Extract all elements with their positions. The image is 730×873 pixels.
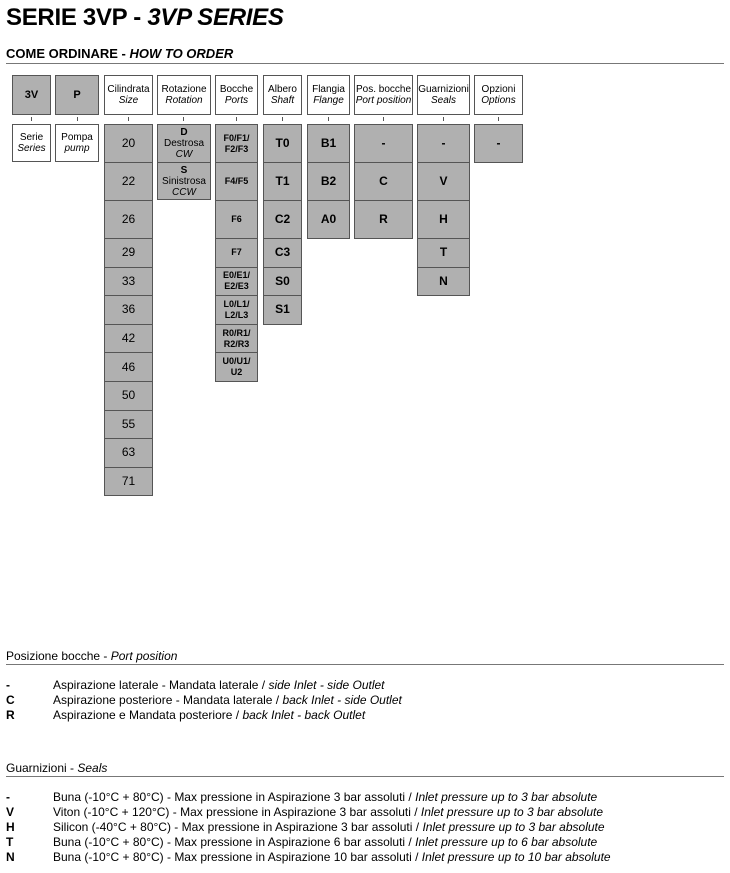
size-option <box>104 410 153 440</box>
size-option <box>104 200 153 239</box>
size-option <box>104 295 153 325</box>
ports-option-line2: L2/L3 <box>224 309 249 320</box>
header-size <box>104 75 153 115</box>
subtitle-italic: HOW TO ORDER <box>129 46 234 61</box>
seal-option <box>417 238 470 268</box>
seals-section-title <box>6 761 107 775</box>
pump-label-box <box>55 124 99 162</box>
ports-option-line1: F6 <box>231 214 242 224</box>
subtitle-main: COME ORDINARE - <box>6 46 130 61</box>
legend-description-en: Inlet pressure up to 3 bar absolute <box>415 790 598 804</box>
page-title <box>6 4 284 32</box>
legend-description-it: Aspirazione e Mandata posteriore / <box>53 708 243 722</box>
size-option <box>104 467 153 497</box>
ports-option <box>215 124 258 163</box>
ports-option-line2: U2 <box>230 367 243 378</box>
legend-description-it: Aspirazione posteriore - Mandata laterale / <box>53 693 283 707</box>
size-option-text: 22 <box>121 174 136 188</box>
legend-code: N <box>6 850 15 864</box>
legend-code: C <box>6 693 15 707</box>
legend-code: R <box>6 708 15 722</box>
series-label-box <box>12 124 51 162</box>
header-options <box>474 75 523 115</box>
shaft-option <box>263 267 302 297</box>
connector <box>236 117 237 121</box>
header-size-en: Size <box>118 95 139 106</box>
shaft-option <box>263 200 302 239</box>
ports-option <box>215 238 258 268</box>
legend-description-it: Buna (-10°C + 80°C) - Max pressione in Aspirazione 10 bar assoluti / <box>53 850 422 864</box>
connector <box>183 117 184 121</box>
legend-description-it: Aspirazione laterale - Mandata laterale / <box>53 678 269 692</box>
rotation-code: D <box>180 127 188 138</box>
rotation-en: CCW <box>172 186 196 198</box>
flange-option-text: B2 <box>320 174 337 188</box>
legend-description <box>53 790 597 805</box>
rotation-it: Sinistrosa <box>162 175 206 187</box>
header-series-code <box>12 75 51 115</box>
size-option <box>104 162 153 201</box>
legend-code: T <box>6 835 14 849</box>
header-seals <box>417 75 470 115</box>
option-item <box>474 124 523 163</box>
legend-code: - <box>6 790 10 804</box>
legend-description <box>53 850 611 865</box>
ports-option-line1: F7 <box>231 247 242 258</box>
legend-description-it: Silicon (-40°C + 80°C) - Max pressione in Aspirazione 3 bar assoluti / <box>53 820 423 834</box>
header-seals-en: Seals <box>430 95 456 106</box>
size-option-text: 33 <box>121 273 136 288</box>
size-option <box>104 124 153 163</box>
size-option-text: 29 <box>121 245 136 260</box>
size-option <box>104 238 153 268</box>
shaft-option-text: C2 <box>274 212 291 226</box>
connector <box>328 117 329 121</box>
seal-option-text: T <box>439 245 448 260</box>
header-rotation-en: Rotation <box>165 95 203 106</box>
legend-description-en: side Inlet - side Outlet <box>268 678 385 692</box>
shaft-option-text: C3 <box>274 245 291 260</box>
seal-option <box>417 267 470 297</box>
size-option-text: 42 <box>121 331 136 346</box>
header-pump-code <box>55 75 99 115</box>
flange-option-text: B1 <box>320 136 337 150</box>
flange-option <box>307 124 350 163</box>
header-shaft-it: Albero <box>268 84 297 95</box>
ports-option <box>215 324 258 354</box>
size-option <box>104 352 153 382</box>
legend-description <box>53 708 365 723</box>
legend-description-en: back Inlet - back Outlet <box>242 708 366 722</box>
rotation-code: S <box>180 164 188 176</box>
rotation-it: Destrosa <box>163 138 204 149</box>
connector <box>31 117 32 121</box>
port-position-section-title <box>6 649 177 663</box>
shaft-option-text: T1 <box>275 174 290 188</box>
ports-option <box>215 295 258 325</box>
header-ports <box>215 75 258 115</box>
legend-description <box>53 693 402 708</box>
size-option-text: 26 <box>121 212 136 226</box>
legend-description-it: Buna (-10°C + 80°C) - Max pressione in Aspirazione 6 bar assoluti / <box>53 835 416 849</box>
shaft-option <box>263 238 302 268</box>
legend-code: H <box>6 820 15 834</box>
ports-option <box>215 162 258 201</box>
legend-description <box>53 835 597 850</box>
legend-description <box>53 820 605 835</box>
shaft-option <box>263 124 302 163</box>
seal-option <box>417 162 470 201</box>
header-flange <box>307 75 350 115</box>
header-pump-text: P <box>73 88 81 101</box>
section-title-it: Guarnizioni - <box>6 761 78 775</box>
section-title-en: Seals <box>77 761 108 775</box>
legend-description <box>53 678 385 693</box>
pump-label-en: pump <box>64 143 90 154</box>
shaft-option <box>263 295 302 325</box>
header-options-it: Opzioni <box>481 84 516 95</box>
ports-option-line1: L0/L1/ <box>223 298 250 309</box>
legend-description-it: Buna (-10°C + 80°C) - Max pressione in Aspirazione 3 bar assoluti / <box>53 790 416 804</box>
size-option-text: 50 <box>121 388 136 403</box>
size-option-text: 55 <box>121 416 136 431</box>
flange-option <box>307 200 350 239</box>
header-ports-en: Ports <box>224 95 249 106</box>
seal-option-text: H <box>439 212 448 226</box>
connector <box>443 117 444 121</box>
header-series-text: 3V <box>24 88 39 101</box>
port-position-option-text: C <box>379 174 388 188</box>
legend-code: V <box>6 805 15 819</box>
header-size-it: Cilindrata <box>107 84 150 95</box>
header-flange-en: Flange <box>313 95 344 106</box>
divider <box>6 664 724 665</box>
page-title-italic: 3VP SERIES <box>147 4 284 31</box>
ports-option-line1: E0/E1/ <box>222 270 251 281</box>
legend-description <box>53 805 603 820</box>
section-subtitle <box>6 46 233 61</box>
size-option-text: 63 <box>121 445 136 460</box>
shaft-option <box>263 162 302 201</box>
header-rotation <box>157 75 211 115</box>
header-shaft <box>263 75 302 115</box>
pump-label-it: Pompa <box>61 132 93 143</box>
port-position-option <box>354 162 413 201</box>
header-port-position-it: Pos. bocche <box>355 84 412 95</box>
seal-option-text: - <box>441 136 446 150</box>
legend-description-en: Inlet pressure up to 10 bar absolute <box>421 850 611 864</box>
header-ports-it: Bocche <box>219 84 254 95</box>
ports-option-line2: F2/F3 <box>224 143 249 154</box>
size-option-text: 20 <box>121 136 136 150</box>
shaft-option-text: T0 <box>275 136 290 150</box>
rotation-option-cw <box>157 124 211 163</box>
seal-option-text: N <box>439 273 448 288</box>
seal-option-text: V <box>439 174 448 188</box>
size-option <box>104 381 153 411</box>
seal-option <box>417 124 470 163</box>
connector <box>128 117 129 121</box>
size-option <box>104 438 153 468</box>
connector <box>498 117 499 121</box>
header-flange-it: Flangia <box>312 84 345 95</box>
ports-option-line1: F0/F1/ <box>223 132 250 143</box>
flange-option-text: A0 <box>320 212 337 226</box>
rotation-option-ccw <box>157 162 211 200</box>
port-position-option <box>354 200 413 239</box>
series-label-it: Serie <box>19 132 44 143</box>
header-port-position <box>354 75 413 115</box>
connector <box>77 117 78 121</box>
ports-option <box>215 200 258 239</box>
port-position-option-text: - <box>381 136 386 150</box>
section-title-en: Port position <box>110 649 178 663</box>
divider <box>6 63 724 64</box>
series-label-en: Series <box>17 143 46 154</box>
port-position-option <box>354 124 413 163</box>
ports-option <box>215 267 258 297</box>
legend-description-en: back Inlet - side Outlet <box>282 693 402 707</box>
shaft-option-text: S1 <box>275 302 290 317</box>
legend-description-en: Inlet pressure up to 3 bar absolute <box>420 805 604 819</box>
section-title-it: Posizione bocche - <box>6 649 111 663</box>
port-position-option-text: R <box>379 212 388 226</box>
legend-description-it: Viton (-10°C + 120°C) - Max pressione in Aspirazione 3 bar assoluti / <box>53 805 421 819</box>
ports-option <box>215 352 258 382</box>
header-rotation-it: Rotazione <box>161 84 207 95</box>
divider <box>6 776 724 777</box>
legend-code: - <box>6 678 10 692</box>
ports-option-line1: F4/F5 <box>224 176 249 186</box>
rotation-en: CW <box>175 149 193 160</box>
connector <box>282 117 283 121</box>
shaft-option-text: S0 <box>275 273 290 288</box>
flange-option <box>307 162 350 201</box>
legend-description-en: Inlet pressure up to 3 bar absolute <box>422 820 605 834</box>
size-option <box>104 267 153 297</box>
option-item-text: - <box>496 136 501 150</box>
size-option-text: 36 <box>121 302 136 317</box>
ports-option-line1: R0/R1/ <box>222 327 251 338</box>
size-option <box>104 324 153 354</box>
header-port-position-en: Port position <box>355 95 412 106</box>
header-seals-it: Guarnizioni <box>418 84 469 95</box>
size-option-text: 46 <box>121 359 136 374</box>
header-shaft-en: Shaft <box>270 95 295 106</box>
page-title-main: SERIE 3VP - <box>6 4 148 31</box>
header-options-en: Options <box>481 95 516 106</box>
connector <box>383 117 384 121</box>
ports-option-line2: R2/R3 <box>223 338 250 349</box>
legend-description-en: Inlet pressure up to 6 bar absolute <box>415 835 598 849</box>
size-option-text: 71 <box>121 474 136 489</box>
seal-option <box>417 200 470 239</box>
ports-option-line1: U0/U1/ <box>222 356 251 367</box>
ports-option-line2: E2/E3 <box>224 281 249 292</box>
